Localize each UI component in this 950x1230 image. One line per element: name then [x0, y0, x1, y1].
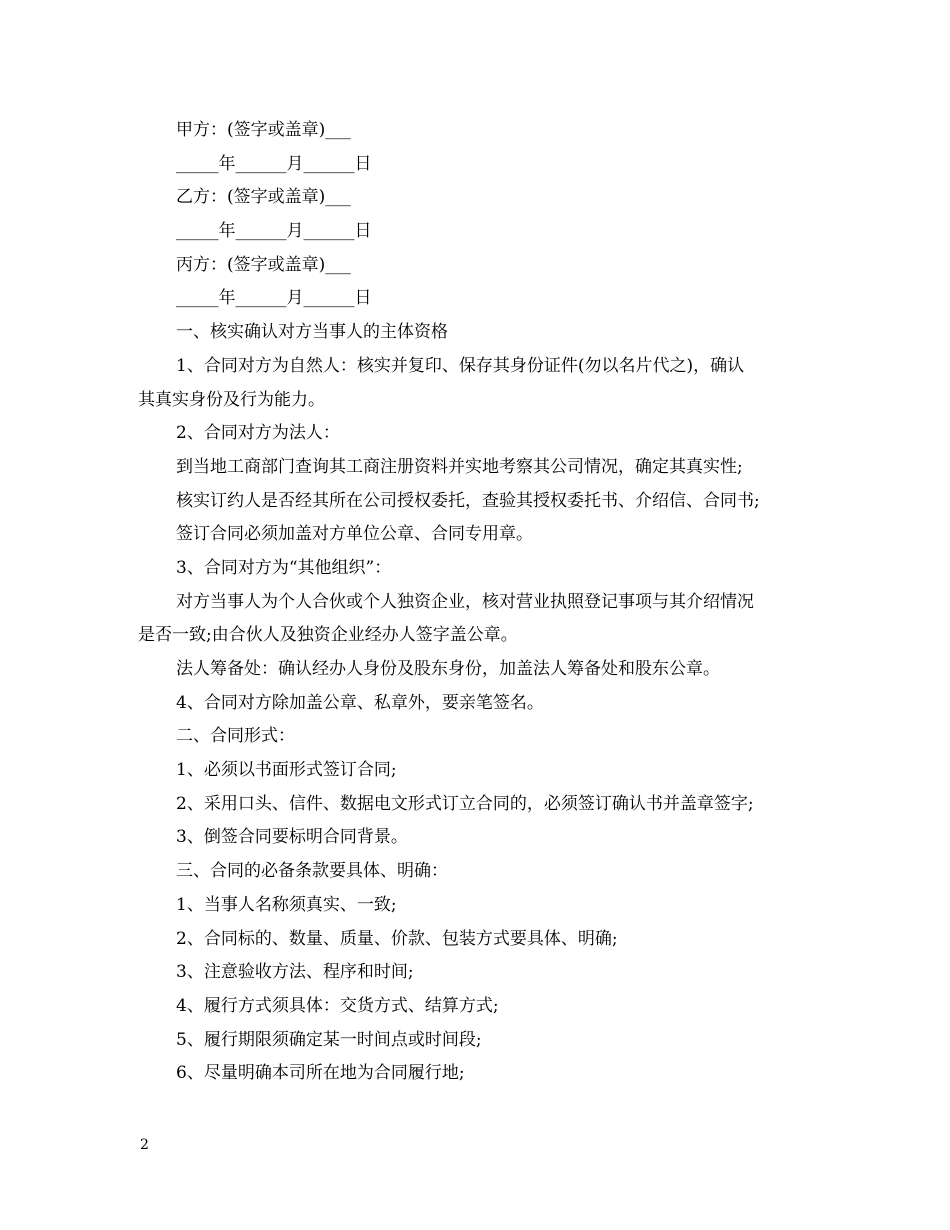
document-body	[138, 114, 818, 1091]
signature-date-b: _____年______月______日	[176, 221, 372, 242]
signature-party-a: 甲方：(签字或盖章)___	[176, 120, 351, 140]
signature-party-b: 乙方：(签字或盖章)___	[176, 187, 351, 208]
paragraph-line: 一、核实确认对方当事人的主体资格	[176, 322, 448, 343]
page-number: 2	[140, 1137, 149, 1153]
paragraph-line: 是否一致;由合伙人及独资企业经办人签字盖公章。	[138, 625, 518, 646]
paragraph-line: 签订合同必须加盖对方单位公章、合同专用章。	[176, 524, 533, 545]
paragraph-line: 4、合同对方除加盖公章、私章外，要亲笔签名。	[176, 692, 544, 713]
paragraph-line: 4、履行方式须具体：交货方式、结算方式;	[176, 995, 499, 1016]
body-paragraphs	[138, 316, 818, 1091]
paragraph-line: 1、必须以书面形式签订合同;	[176, 760, 397, 781]
paragraph-line: 法人筹备处：确认经办人身份及股东身份，加盖法人筹备处和股东公章。	[176, 659, 720, 679]
paragraph-line: 5、履行期限须确定某一时间点或时间段;	[176, 1029, 482, 1050]
signature-date-c: _____年______月______日	[176, 288, 372, 309]
paragraph-line: 2、合同对方为法人：	[176, 423, 340, 444]
paragraph-line: 1、当事人名称须真实、一致;	[176, 894, 397, 915]
paragraph-line: 其真实身份及行为能力。	[138, 389, 325, 410]
paragraph-line: 2、采用口头、信件、数据电文形式订立合同的，必须签订确认书并盖章签字;	[176, 793, 754, 814]
paragraph-line: 3、注意验收方法、程序和时间;	[176, 962, 414, 983]
signature-date-a: _____年______月______日	[176, 153, 372, 174]
paragraph-line: 到当地工商部门查询其工商注册资料并实地考察其公司情况，确定其真实性;	[176, 456, 743, 477]
signature-party-c: 丙方：(签字或盖章)___	[176, 254, 351, 275]
paragraph-line: 二、合同形式：	[176, 726, 295, 747]
paragraph-line: 核实订约人是否经其所在公司授权委托，查验其授权委托书、介绍信、合同书;	[176, 490, 760, 511]
paragraph-line: 2、合同标的、数量、质量、价款、包装方式要具体、明确;	[176, 928, 618, 949]
paragraph-line: 对方当事人为个人合伙或个人独资企业，核对营业执照登记事项与其介绍情况	[176, 591, 754, 612]
paragraph-line: 3、倒签合同要标明合同背景。	[176, 827, 408, 848]
paragraph-line: 3、合同对方为“其他组织”：	[176, 557, 392, 578]
paragraph-line: 三、合同的必备条款要具体、明确：	[176, 861, 448, 882]
paragraph-line: 6、尽量明确本司所在地为合同履行地;	[176, 1063, 465, 1084]
paragraph-line: 1、合同对方为自然人：核实并复印、保存其身份证件(勿以名片代之)，确认	[176, 355, 745, 376]
